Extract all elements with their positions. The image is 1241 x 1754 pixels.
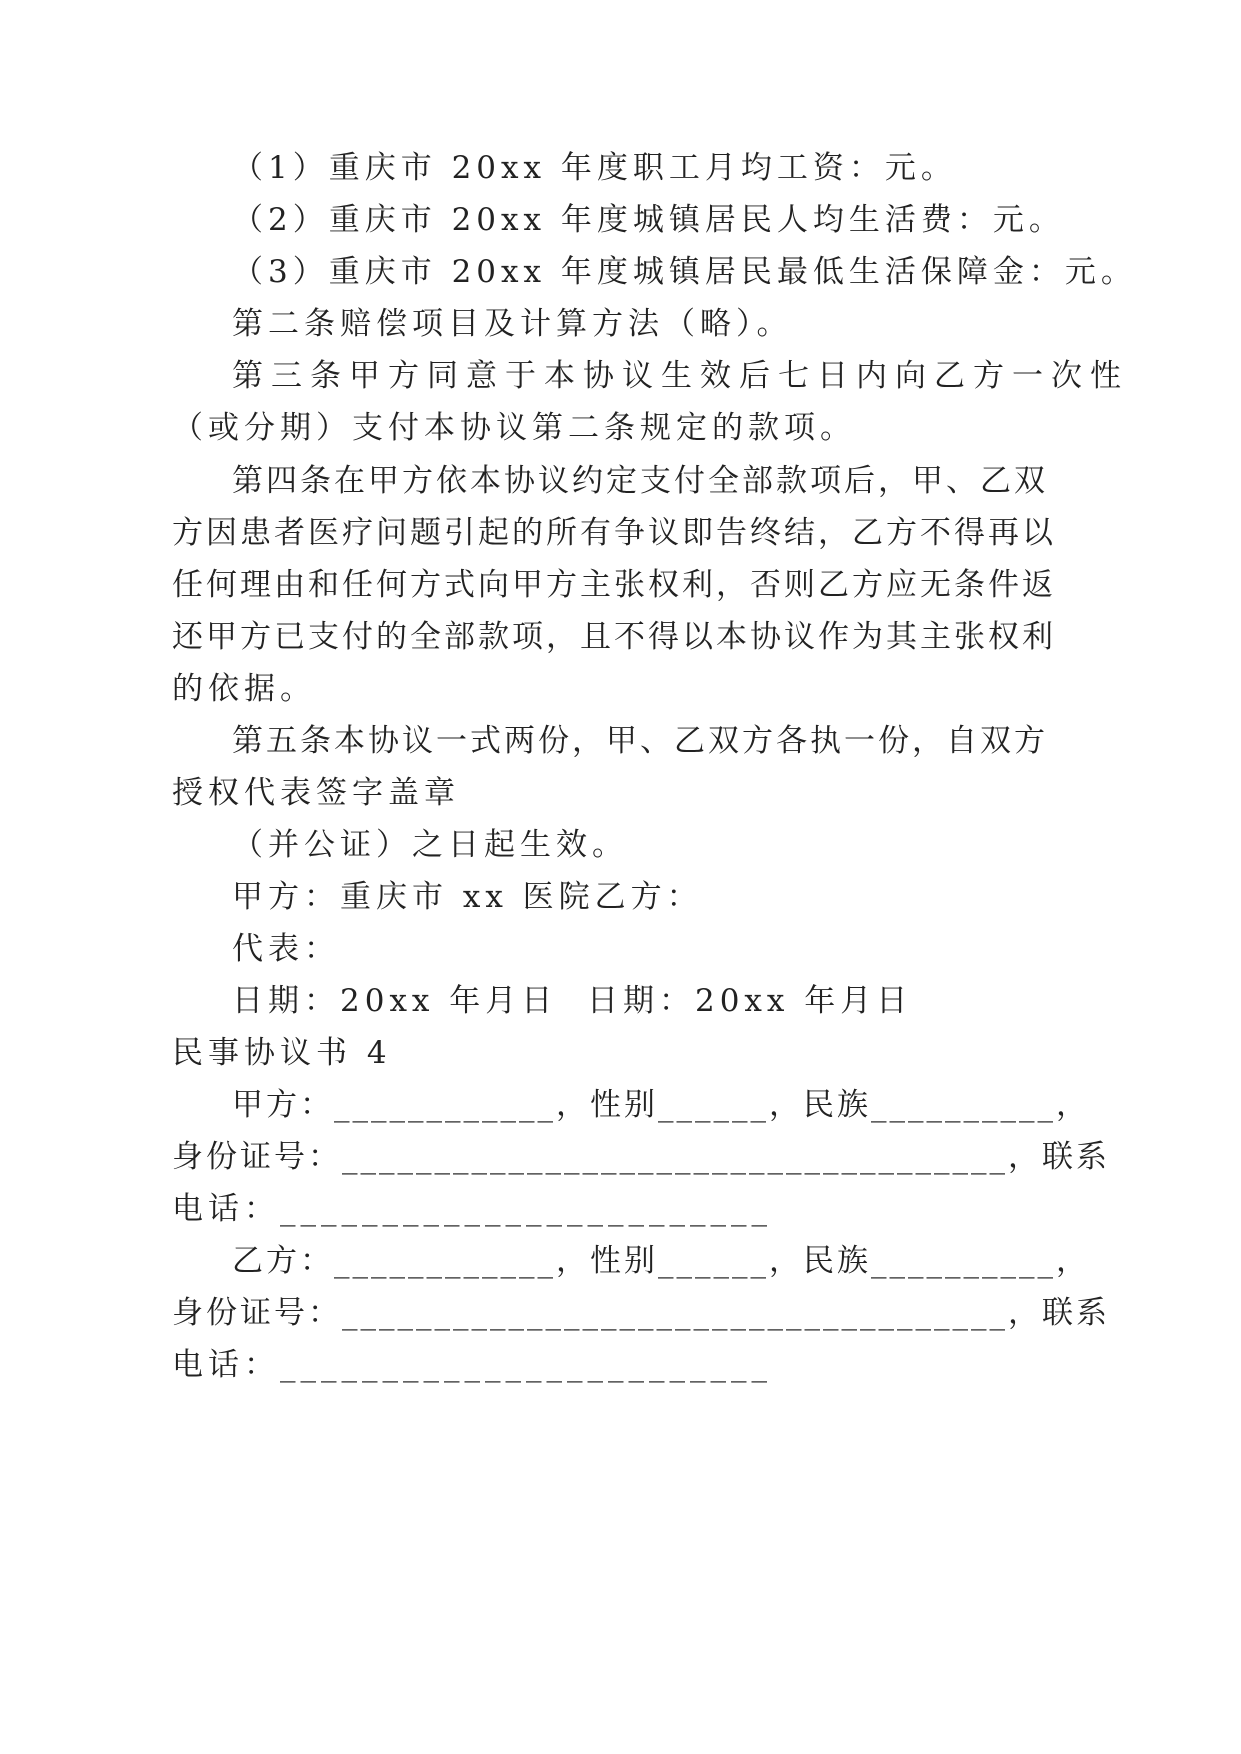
minimum-security-line: （3）重庆市 20xx 年度城镇居民最低生活保障金：元。	[232, 254, 1137, 290]
party-a-id-line: 身份证号：____________________________________，联系	[172, 1139, 1110, 1175]
party-b-phone-line: 电话：________________________	[172, 1347, 772, 1383]
clause-four-line-4: 还甲方已支付的全部款项，且不得以本协议作为其主张权利	[172, 619, 1056, 655]
party-a-phone-line: 电话：________________________	[172, 1191, 772, 1227]
party-b-id-line: 身份证号：____________________________________，联系	[172, 1295, 1110, 1331]
clause-five-line-3: （并公证）之日起生效。	[232, 827, 628, 863]
party-b-identity-line: 乙方：____________，性别______，民族__________，	[232, 1243, 1090, 1279]
salary-line: （1）重庆市 20xx 年度职工月均工资：元。	[232, 150, 957, 186]
clause-five-line-2: 授权代表签字盖章	[172, 775, 460, 811]
party-a-identity-line: 甲方：____________，性别______，民族__________，	[232, 1087, 1090, 1123]
clause-four-line-1: 第四条在甲方依本协议约定支付全部款项后，甲、乙双	[232, 463, 1048, 499]
living-cost-line: （2）重庆市 20xx 年度城镇居民人均生活费：元。	[232, 202, 1065, 238]
date-line: 日期：20xx 年月日 日期：20xx 年月日	[232, 983, 913, 1019]
clause-three-line-1: 第三条甲方同意于本协议生效后七日内向乙方一次性	[232, 358, 1129, 394]
agreement-title: 民事协议书 4	[172, 1035, 392, 1071]
clause-five-line-1: 第五条本协议一式两份，甲、乙双方各执一份，自双方	[232, 723, 1048, 759]
party-signature-line: 甲方：重庆市 xx 医院乙方：	[232, 879, 703, 915]
clause-three-line-2: （或分期）支付本协议第二条规定的款项。	[172, 410, 856, 446]
clause-two: 第二条赔偿项目及计算方法（略）。	[232, 306, 793, 342]
clause-four-line-2: 方因患者医疗问题引起的所有争议即告终结，乙方不得再以	[172, 515, 1056, 551]
representative-line: 代表：	[232, 931, 340, 967]
clause-four-line-3: 任何理由和任何方式向甲方主张权利，否则乙方应无条件返	[172, 567, 1056, 603]
clause-four-line-5: 的依据。	[172, 671, 316, 707]
